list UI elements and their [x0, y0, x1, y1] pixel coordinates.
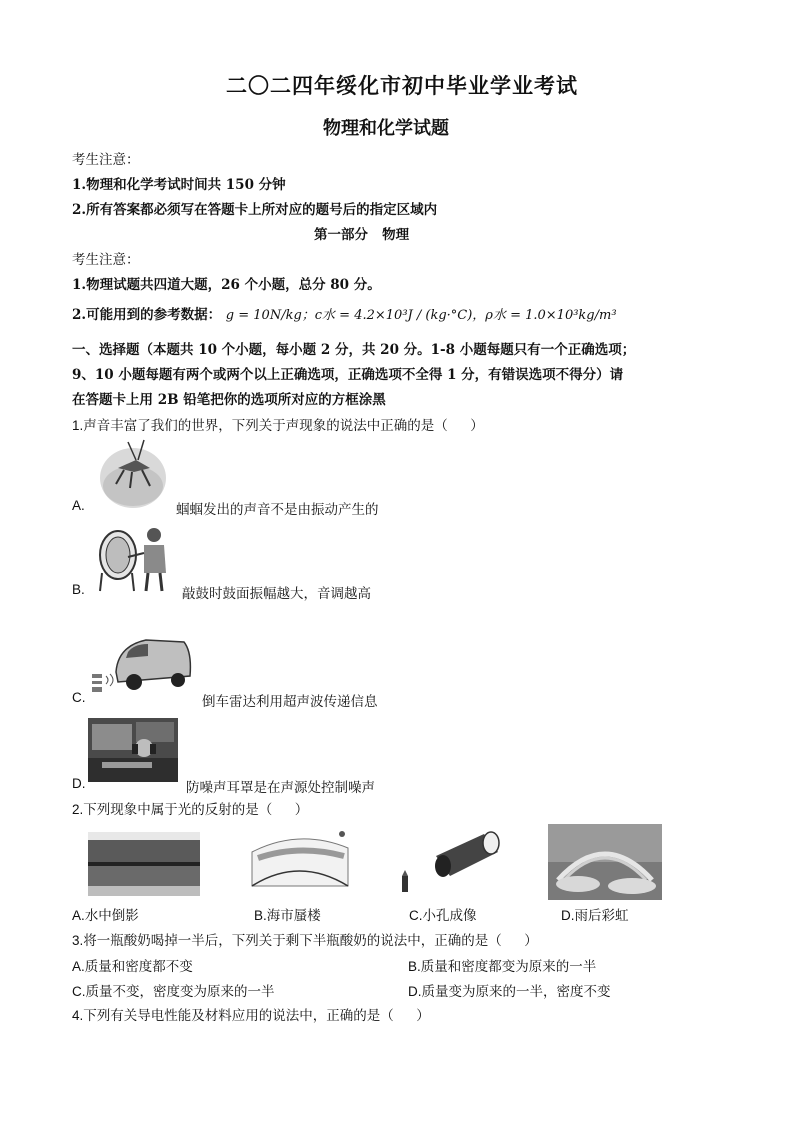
option-text: B.海市蜃楼: [254, 908, 321, 923]
notice-heading: 考生注意：: [72, 152, 140, 168]
reference-formula: g = 10N/kg；c水 = 4.2×10³J / (kg·°C)，ρ水 = 1.0×10³kg/m³: [225, 308, 617, 323]
question-stem: 4.下列有关导电性能及材料应用的说法中，正确的是（ ）: [72, 1008, 430, 1023]
option-text: 倒车雷达利用超声波传递信息: [202, 694, 378, 709]
question-stem: 2.下列现象中属于光的反射的是（ ）: [72, 802, 309, 817]
notice-heading: 考生注意：: [72, 252, 140, 268]
drum-image: [92, 523, 172, 593]
page-subtitle: 物理和化学试题: [323, 118, 449, 139]
option-text: C.质量不变，密度变为原来的一半: [72, 984, 275, 999]
option-text: A.质量和密度都不变: [72, 959, 193, 974]
page-title: 二〇二四年绥化市初中毕业学业考试: [226, 73, 578, 98]
option-text: B.质量和密度都变为原来的一半: [408, 959, 597, 974]
option-text: D.雨后彩虹: [561, 908, 629, 923]
notice-item-prefix: 2.可能用到的参考数据：: [72, 307, 222, 323]
question-stem: 3.将一瓶酸奶喝掉一半后，下列关于剩下半瓶酸奶的说法中，正确的是（ ）: [72, 933, 538, 948]
pinhole-image: [398, 824, 508, 896]
section-instructions: 9、10 小题每题有两个或两个以上正确选项，正确选项不全得 1 分，有错误选项不得分）请: [72, 367, 624, 383]
option-text: 敲鼓时鼓面振幅越大，音调越高: [182, 586, 371, 601]
notice-item: 1.物理和化学考试时间共 150 分钟: [72, 177, 286, 193]
notice-item: [72, 303, 617, 323]
option-text: D.质量变为原来的一半，密度不变: [408, 984, 611, 999]
earmuff-worker-image: [88, 718, 178, 782]
notice-item: 2.所有答案都必须写在答题卡上所对应的题号后的指定区域内: [72, 202, 438, 218]
notice-item: 1.物理试题共四道大题，26 个小题，总分 80 分。: [72, 277, 381, 293]
section-instructions: 在答题卡上用 2B 铅笔把你的选项所对应的方框涂黑: [72, 392, 386, 408]
option-letter: C.: [72, 690, 86, 705]
option-letter: A.: [72, 498, 85, 513]
option-letter: D.: [72, 776, 86, 791]
part-heading: 第一部分 物理: [314, 227, 410, 243]
option-letter: B.: [72, 582, 85, 597]
option-text: 蝈蝈发出的声音不是由振动产生的: [176, 502, 379, 517]
car-radar-image: [88, 632, 194, 698]
question-stem: 1.声音丰富了我们的世界，下列关于声现象的说法中正确的是（ ）: [72, 418, 484, 433]
option-text: A.水中倒影: [72, 908, 139, 923]
option-text: 防噪声耳罩是在声源处控制噪声: [186, 780, 375, 795]
rainbow-image: [548, 824, 662, 900]
water-reflection-image: [88, 832, 200, 896]
mirage-image: [244, 828, 354, 896]
katydid-image: [98, 438, 168, 510]
section-instructions: 一、选择题（本题共 10 个小题，每小题 2 分，共 20 分。1-8 小题每题只有一个正确选项；: [72, 342, 636, 358]
option-text: C.小孔成像: [409, 908, 477, 923]
